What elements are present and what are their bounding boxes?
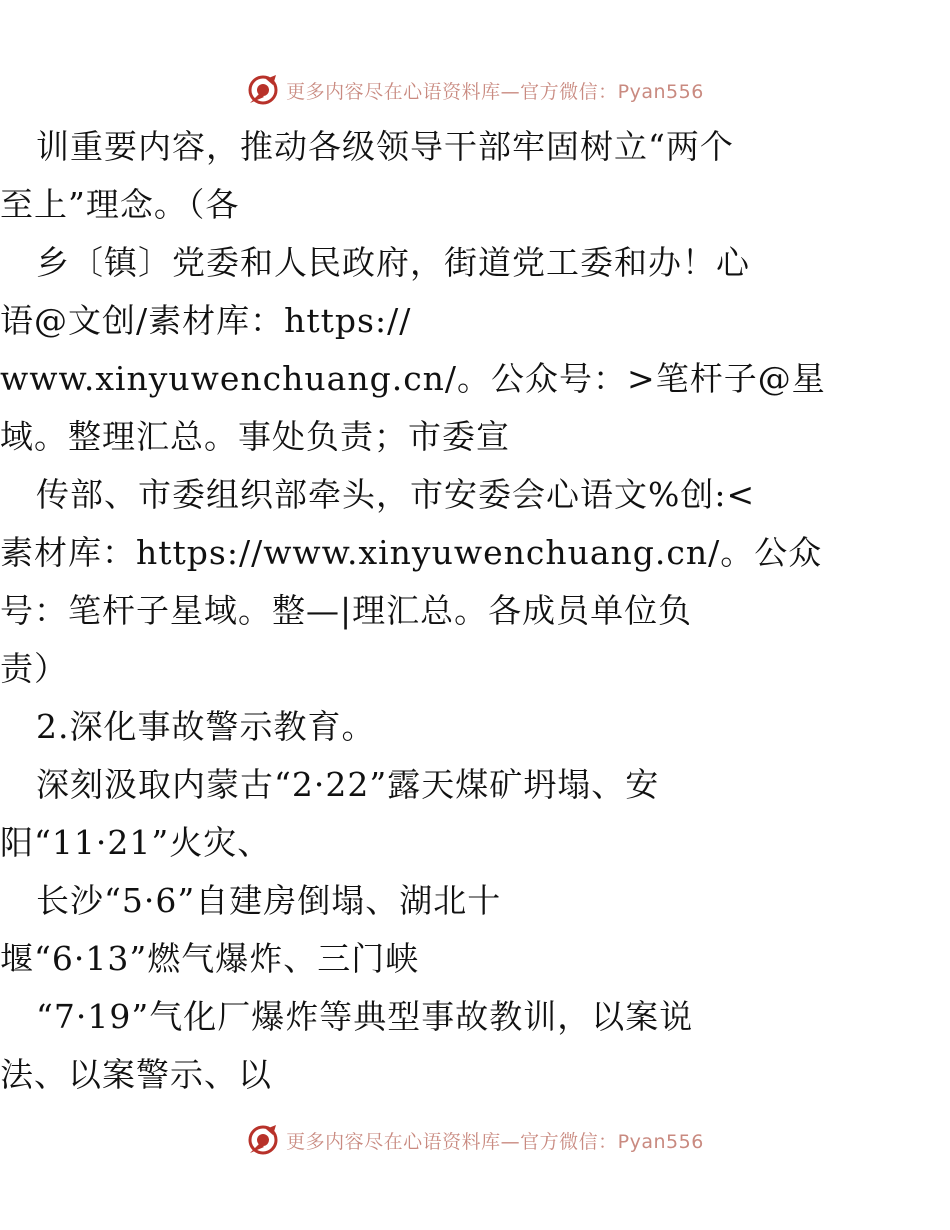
text-line: 法、以案警示、以	[0, 1055, 272, 1094]
text-line: www.xinyuwenchuang.cn/。公众号：>笔杆子@星	[0, 359, 826, 398]
text-line: 深刻汲取内蒙古“2·22”露天煤矿坍塌、安	[36, 765, 660, 804]
text-line: 阳“11·21”火灾、	[0, 823, 272, 862]
text-line: 语@文创/素材库：https://	[0, 301, 412, 340]
text-line: 2.深化事故警示教育。	[36, 707, 376, 746]
header-watermark	[0, 70, 950, 110]
text-line: 长沙“5·6”自建房倒塌、湖北十	[36, 881, 502, 920]
text-line: 至上”理念。（各	[0, 185, 240, 224]
text-line: 责）	[0, 649, 68, 688]
text-line: 号：笔杆子星域。整—|理汇总。各成员单位负	[0, 591, 693, 630]
pen-logo-icon	[246, 1123, 280, 1157]
text-line: 训重要内容，推动各级领导干部牢固树立“两个	[36, 127, 734, 166]
footer-watermark	[0, 1120, 950, 1160]
header-watermark-text: 更多内容尽在心语资料库—官方微信：Pyan556	[286, 80, 704, 103]
text-line: 域。整理汇总。事处负责；市委宣	[0, 417, 510, 456]
text-line: 乡〔镇〕党委和人民政府，街道党工委和办！心	[36, 243, 750, 282]
text-line: “7·19”气化厂爆炸等典型事故教训，以案说	[36, 997, 694, 1036]
text-line: 传部、市委组织部牵头，市安委会心语文%创:<	[36, 475, 756, 514]
pen-logo-icon	[246, 73, 280, 107]
text-line: 堰“6·13”燃气爆炸、三门峡	[0, 939, 420, 978]
footer-watermark-text: 更多内容尽在心语资料库—官方微信：Pyan556	[286, 1130, 704, 1153]
document-body	[0, 118, 950, 1104]
text-line: 素材库：https://www.xinyuwenchuang.cn/。公众	[0, 533, 823, 572]
